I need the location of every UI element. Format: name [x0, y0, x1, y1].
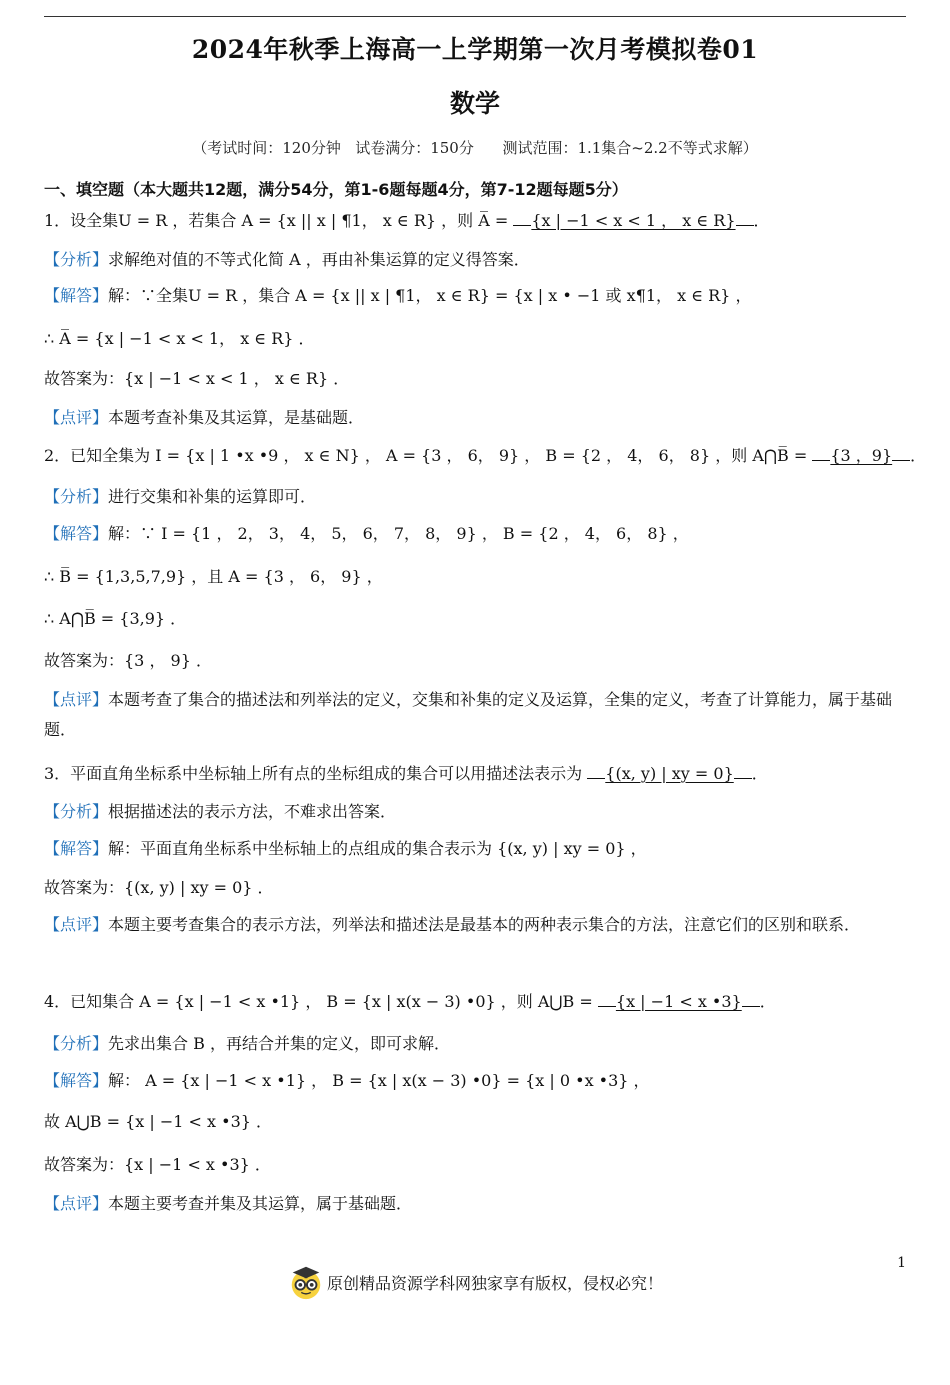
exam-info: （考试时间：120分钟 试卷满分：150分 测试范围：1.1集合~2.2不等式求解） — [192, 139, 758, 157]
question-1-step2: ∴ A̅ = {x | −1 < x < 1， x ∈ R} ． — [44, 329, 315, 348]
question-4-step2: 故 A⋃B = {x | −1 < x •3} ． — [44, 1112, 273, 1131]
blank-left — [812, 446, 830, 461]
question-4-comment — [44, 1194, 906, 1214]
blank-right — [734, 764, 752, 779]
footer-text: 原创精品资源学科网独家享有版权，侵权必究！ — [326, 1273, 663, 1293]
question-2-comment — [44, 685, 906, 745]
question-2-final: 故答案为：{3 ， 9} ． — [44, 651, 212, 670]
solution-tag: 【解答】 — [44, 1071, 109, 1090]
blank-left — [598, 992, 616, 1007]
comment-text: 本题考查了集合的描述法和列举法的定义，交集和补集的定义及运算，全集的定义，考查了计算能力，属于基础题． — [44, 690, 893, 739]
question-3-stem: 3．平面直角坐标系中坐标轴上所有点的坐标组成的集合可以用描述法表示为 {(x, y) | xy = 0} ． — [44, 764, 768, 783]
blank-right — [736, 211, 754, 226]
comment-tag: 【点评】 — [44, 1194, 109, 1213]
comment-tag: 【点评】 — [44, 408, 109, 427]
solution-text: 解：∵ I = {1 ， 2， 3， 4， 5， 6， 7， 8， 9} ， B = {2 ， 4， 6， 8} ， — [108, 524, 689, 543]
question-4-answer: {x | −1 < x •3} — [615, 992, 742, 1011]
solution-tag: 【解答】 — [44, 839, 109, 858]
question-4-final: 故答案为：{x | −1 < x •3} ． — [44, 1155, 271, 1174]
subject-title: 数学 — [449, 89, 500, 118]
question-3-text: 3．平面直角坐标系中坐标轴上所有点的坐标组成的集合可以用描述法表示为 — [44, 764, 583, 783]
page-title: 2024年秋季上海高一上学期第一次月考模拟卷01 — [191, 35, 759, 64]
question-2-solution — [44, 524, 906, 544]
question-1-comment — [44, 408, 906, 428]
page-number: 1 — [897, 1255, 906, 1271]
question-2-answer: {3 ，9} — [830, 446, 893, 465]
comment-text: 本题主要考查集合的表示方法，列举法和描述法是最基本的两种表示集合的方法，注意它们的区别和联系． — [108, 915, 861, 934]
analysis-text: 进行交集和补集的运算即可． — [108, 487, 317, 506]
solution-tag: 【解答】 — [44, 524, 109, 543]
blank-left — [587, 764, 605, 779]
blank-right — [892, 446, 910, 461]
solution-tag: 【解答】 — [44, 286, 109, 305]
analysis-tag: 【分析】 — [44, 1034, 109, 1053]
question-4-text: 4．已知集合 A = {x | −1 < x •1} ， B = {x | x(x − 3) •0} ，则 A⋃B = — [44, 992, 593, 1011]
mascot-logo-icon — [287, 1263, 325, 1301]
question-2-stem: 2．已知全集为 I = {x | 1 •x •9 ， x ∈ N} ， A = {3 ， 6， 9} ， B = {2 ， 4， 6， 8} ，则 A⋂B̅ = {3 ，9} ． — [44, 446, 927, 465]
question-3-solution — [44, 839, 906, 859]
question-1-answer: {x | −1 < x < 1 ， x ∈ R} — [531, 211, 736, 230]
question-4-solution — [44, 1071, 906, 1091]
solution-text: 解：∵全集U = R ，集合 A = {x || x | ¶1， x ∈ R} = {x | x • −1 或 x¶1， x ∈ R} ， — [108, 286, 752, 305]
analysis-text: 求解绝对值的不等式化简 A ，再由补集运算的定义得答案． — [108, 250, 530, 269]
analysis-tag: 【分析】 — [44, 802, 109, 821]
comment-tag: 【点评】 — [44, 915, 109, 934]
solution-text: 解： A = {x | −1 < x •1} ， B = {x | x(x − 3) •0} = {x | 0 •x •3} ， — [108, 1071, 650, 1090]
question-3-analysis — [44, 802, 906, 822]
question-1-solution — [44, 286, 906, 306]
question-1-text: 1．设全集U = R ，若集合 A = {x || x | ¶1， x ∈ R} ，则 A̅ = — [44, 211, 509, 230]
comment-tag: 【点评】 — [44, 690, 109, 709]
analysis-text: 根据描述法的表示方法，不难求出答案． — [108, 802, 397, 821]
question-3-final: 故答案为：{(x, y) | xy = 0} ． — [44, 878, 274, 897]
question-2-text: 2．已知全集为 I = {x | 1 •x •9 ， x ∈ N} ， A = {3 ， 6， 9} ， B = {2 ， 4， 6， 8} ，则 A⋂B̅ = — [44, 446, 808, 465]
question-4-analysis — [44, 1034, 906, 1054]
question-1-final: 故答案为：{x | −1 < x < 1 ， x ∈ R} ． — [44, 369, 350, 388]
question-1-stem: 1．设全集U = R ，若集合 A = {x || x | ¶1， x ∈ R} ，则 A̅ = {x | −1 < x < 1 ， x ∈ R} ． — [44, 211, 770, 230]
question-2-analysis — [44, 487, 906, 507]
question-1-analysis — [44, 250, 906, 270]
blank-right — [742, 992, 760, 1007]
question-2-step3: ∴ A⋂B̅ = {3,9} ． — [44, 609, 187, 628]
question-3-answer: {(x, y) | xy = 0} — [605, 764, 734, 783]
analysis-tag: 【分析】 — [44, 487, 109, 506]
solution-text: 解：平面直角坐标系中坐标轴上的点组成的集合表示为 {(x, y) | xy = 0} ， — [108, 839, 647, 858]
comment-text: 本题主要考查并集及其运算，属于基础题． — [108, 1194, 413, 1213]
question-2-step2: ∴ B̅ = {1,3,5,7,9} ，且 A = {3 ， 6， 9} ， — [44, 567, 383, 586]
question-4-stem: 4．已知集合 A = {x | −1 < x •1} ， B = {x | x(x − 3) •0} ，则 A⋃B = {x | −1 < x •3} ． — [44, 992, 776, 1011]
top-rule — [44, 16, 906, 17]
analysis-tag: 【分析】 — [44, 250, 109, 269]
blank-left — [513, 211, 531, 226]
section-heading: 一、填空题（本大题共12题，满分54分，第1-6题每题4分，第7-12题每题5分） — [44, 180, 628, 199]
comment-text: 本题考查补集及其运算，是基础题． — [108, 408, 365, 427]
analysis-text: 先求出集合 B ，再结合并集的定义，即可求解． — [108, 1034, 450, 1053]
footer — [0, 1263, 950, 1301]
question-3-comment — [44, 910, 906, 940]
